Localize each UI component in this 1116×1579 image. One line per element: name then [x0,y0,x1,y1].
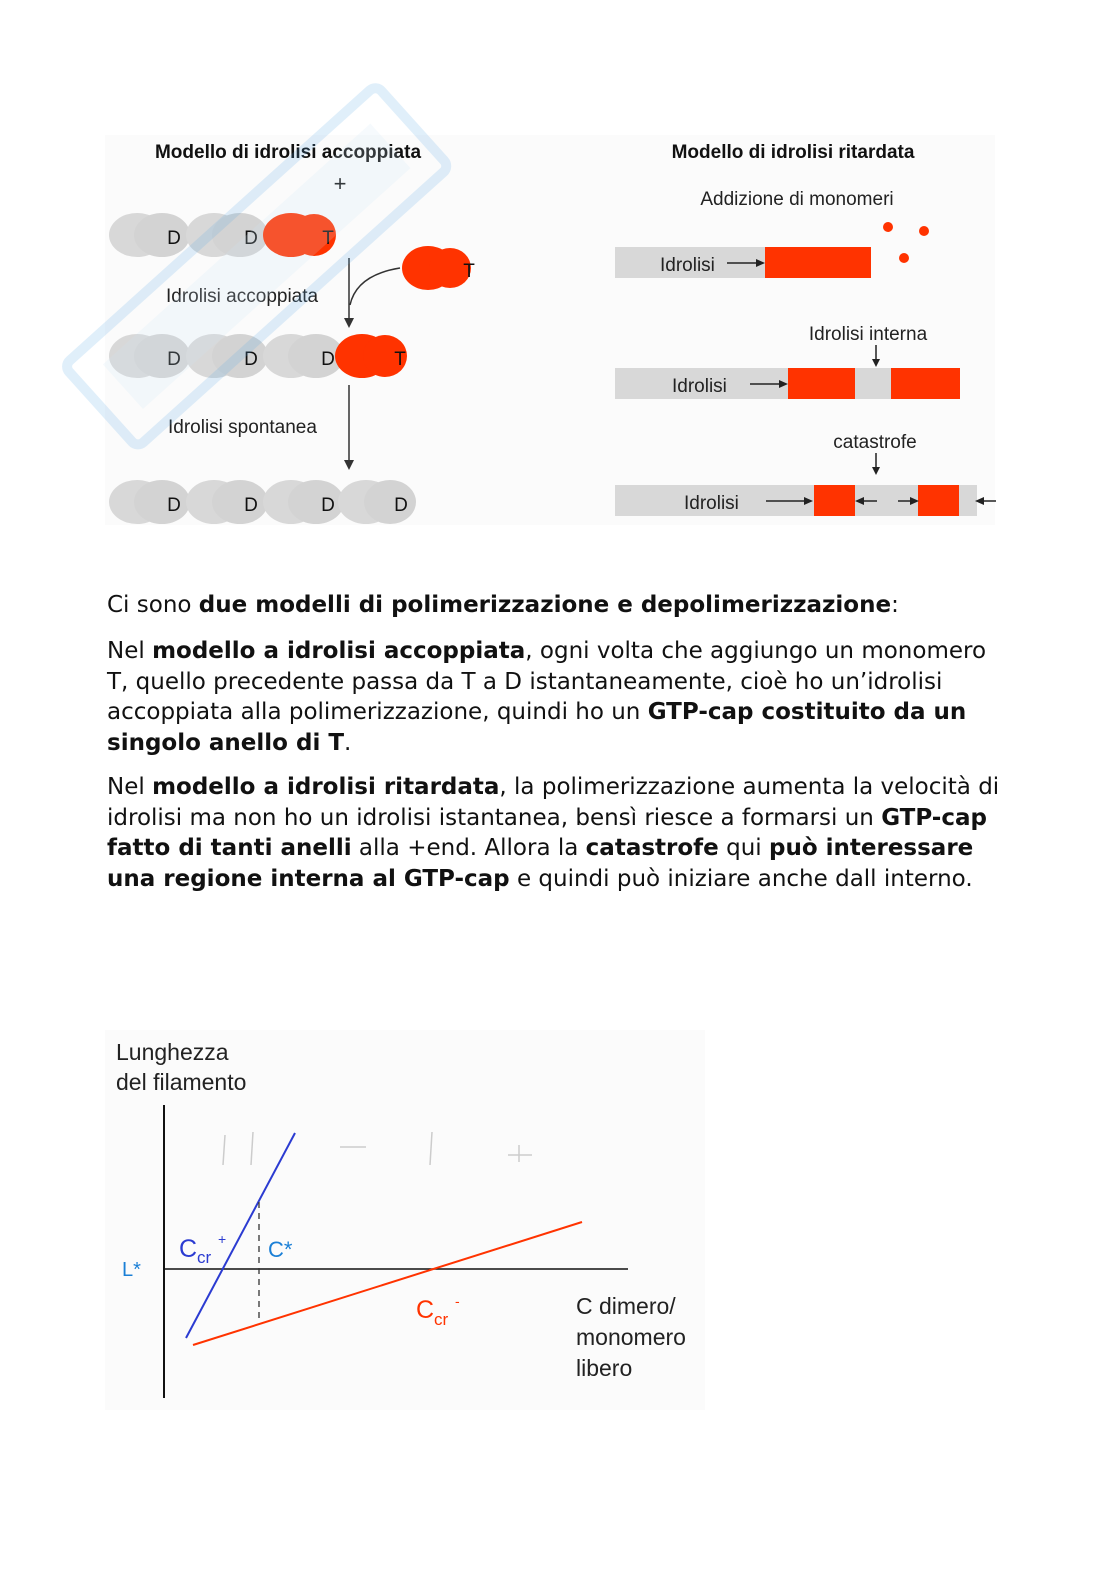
hydrolysis-label: Idrolisi [672,376,727,397]
paragraph-intro: Ci sono due modelli di polimerizzazione e depolimerizzazione: [107,592,899,618]
gtp-cap-segment [891,368,960,399]
free-monomer-dot [919,226,929,236]
svg-text:+: + [218,1231,227,1247]
left-model-title: Modello di idrolisi accoppiata [154,142,422,163]
d-label: D [167,495,181,516]
d-label: D [394,495,408,516]
d-label: D [244,349,258,370]
gtp-cap-segment [788,368,855,399]
hydrolysis-label: Idrolisi [660,255,715,276]
d-label: D [321,495,335,516]
spontaneous-hydrolysis-label: Idrolisi spontanea [168,417,317,438]
y-axis-label-line2: del filamento [116,1069,247,1095]
filament-row-2 [109,334,407,378]
gtp-cap-segment [918,485,959,516]
x-axis-label-line1: C dimero/ [576,1293,676,1319]
svg-text:C: C [179,1235,198,1263]
x-axis-label-line3: libero [576,1355,633,1381]
svg-text:C: C [416,1296,435,1324]
t-label: T [322,228,334,249]
d-label: D [167,228,181,249]
d-label: D [244,228,258,249]
gtp-cap-segment [765,247,871,278]
svg-text:-: - [455,1293,460,1309]
y-axis-label-line1: Lunghezza [116,1039,229,1065]
plus-end-sign: + [333,171,347,196]
c-star-label: C* [268,1237,293,1262]
filament-row-1 [109,213,336,257]
d-label: D [167,349,181,370]
hydrolysis-models-figure [0,0,1116,540]
hydrolysis-label: Idrolisi [684,493,739,514]
catastrophe-label: catastrofe [833,432,917,453]
right-model-title: Modello di idrolisi ritardata [671,142,915,163]
free-monomer-dot [883,222,893,232]
critical-concentration-graph [0,1020,1116,1420]
t-label: T [394,349,406,370]
paragraph-delayed-model: Nel modello a idrolisi ritardata, la polimerizzazione aumenta la velocità di idrolisi ma non ho un idrolisi istantanea, bensì riesce a formarsi un GTP-cap fatto di tanti anelli alla +end. Allora la catastrofe qui può interessare una regione interna al GTP-cap e quindi può iniziare anche dall interno. [107,774,1000,892]
d-label: D [321,349,335,370]
t-label: T [463,261,475,282]
paragraph-coupled-model: Nel modello a idrolisi accoppiata, ogni volta che aggiungo un monomero T, quello precedente passa da T a D istantaneamente, cioè ho un’idrolisi accoppiata alla polimerizzazione, quindi ho un GTP-cap costituito da un singolo anello di T. [107,638,987,756]
svg-text:cr: cr [197,1248,212,1267]
gtp-cap-segment [814,485,855,516]
monomer-addition-label: Addizione di monomeri [700,189,894,210]
coupled-hydrolysis-label: Idrolisi accoppiata [166,286,319,307]
free-monomer-dot [899,253,909,263]
internal-hydrolysis-label: Idrolisi interna [808,324,928,345]
d-label: D [244,495,258,516]
svg-text:cr: cr [434,1310,449,1329]
x-axis-label-line2: monomero [576,1324,686,1350]
l-star-label: L* [122,1259,141,1281]
